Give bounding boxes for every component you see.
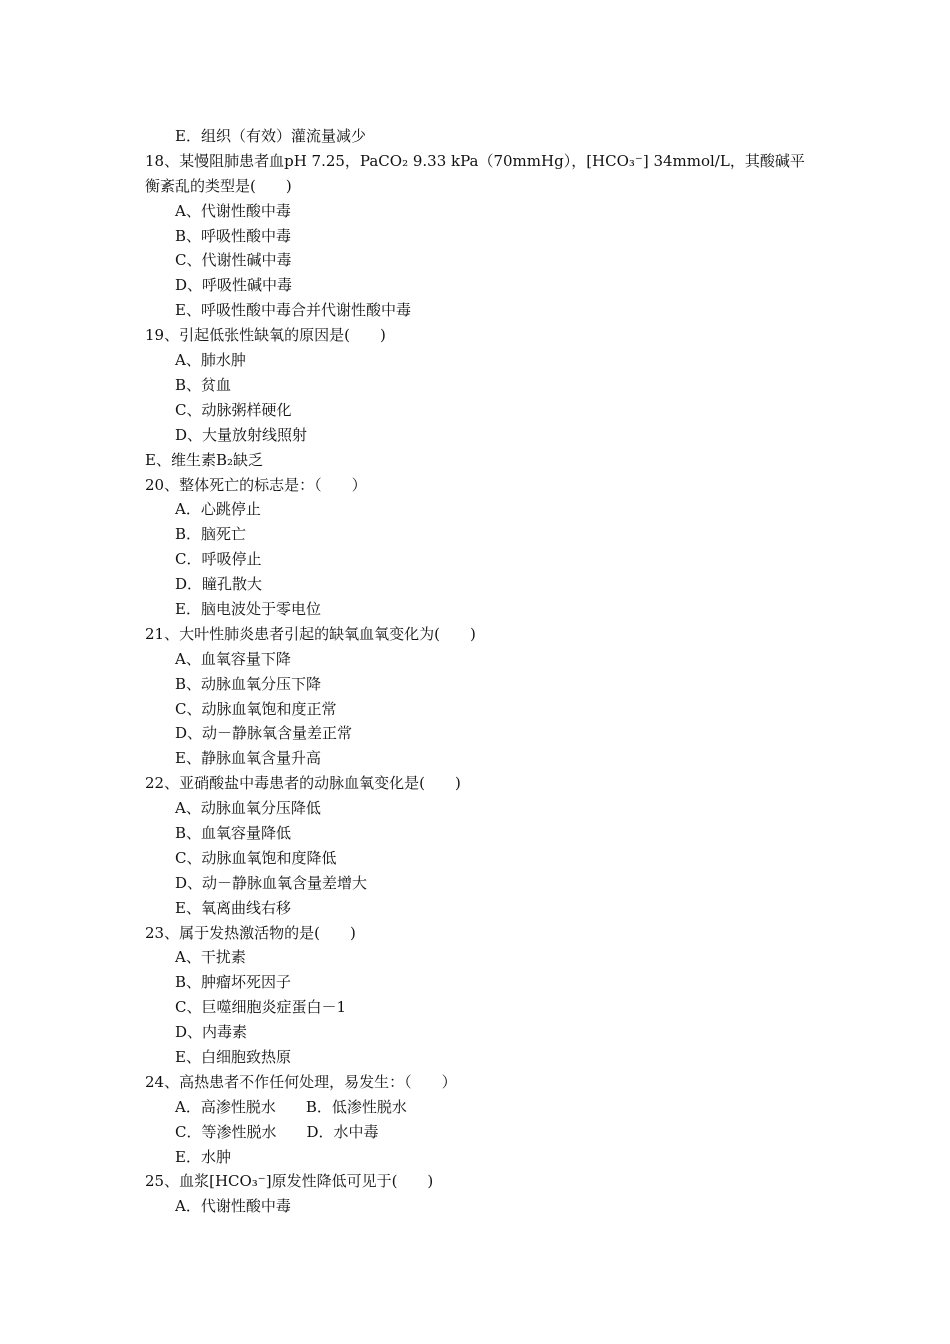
answer-option: C、动脉血氧饱和度正常 <box>175 699 337 718</box>
answer-option: E、白细胞致热原 <box>175 1047 291 1066</box>
answer-option: A、干扰素 <box>175 948 246 967</box>
question-stem: 20、整体死亡的标志是：（ ） <box>145 475 367 494</box>
answer-option: E、静脉血氧含量升高 <box>175 749 321 768</box>
answer-option: B、动脉血氧分压下降 <box>175 674 322 693</box>
question-stem: 23、属于发热激活物的是( ) <box>145 923 356 942</box>
answer-option: D、呼吸性碱中毒 <box>175 276 293 295</box>
answer-option-pair <box>145 1095 813 1120</box>
answer-option: E．水肿 <box>175 1147 231 1166</box>
answer-option: E、呼吸性酸中毒合并代谢性酸中毒 <box>175 301 411 320</box>
question-stem: 18、某慢阻肺患者血pH 7.25，PaCO₂ 9.33 kPa（70mmHg），[HCO₃⁻] 34mmol/L，其酸碱平衡紊乱的类型是( ) <box>145 151 805 195</box>
question-stem: 25、血浆[HCO₃⁻]原发性降低可见于( ) <box>145 1172 434 1191</box>
answer-option: D、大量放射线照射 <box>175 425 308 444</box>
answer-option: A、动脉血氧分压降低 <box>175 799 321 818</box>
question-stem: 24、高热患者不作任何处理，易发生：（ ） <box>145 1072 457 1091</box>
question-stem: 19、引起低张性缺氧的原因是( ) <box>145 326 386 345</box>
answer-option: D、动－静脉氧含量差正常 <box>175 724 353 743</box>
answer-option: A．心跳停止 <box>175 500 261 519</box>
answer-option: D、动－静脉血氧含量差增大 <box>175 873 368 892</box>
answer-option: A、血氧容量下降 <box>175 649 291 668</box>
answer-option: B、肿瘤坏死因子 <box>175 973 292 992</box>
question-stem: E、维生素B₂缺乏 <box>145 450 263 469</box>
answer-option: A．代谢性酸中毒 <box>175 1197 291 1216</box>
answer-option: A、代谢性酸中毒 <box>175 201 291 220</box>
answer-option: D、内毒素 <box>175 1023 248 1042</box>
answer-option-pair <box>145 1120 813 1145</box>
answer-option: B、呼吸性酸中毒 <box>175 226 292 245</box>
answer-option: E、氧离曲线右移 <box>175 898 291 917</box>
question-stem: 22、亚硝酸盐中毒患者的动脉血氧变化是( ) <box>145 774 461 793</box>
answer-option: C．等渗性脱水 <box>175 1122 277 1141</box>
answer-option: C、动脉粥样硬化 <box>175 400 292 419</box>
answer-option: B、贫血 <box>175 375 232 394</box>
answer-option: C、代谢性碱中毒 <box>175 251 292 270</box>
answer-option: E．组织（有效）灌流量减少 <box>175 127 366 145</box>
answer-option: D．瞳孔散大 <box>175 575 263 594</box>
answer-option: B．脑死亡 <box>175 525 247 544</box>
answer-option: B．低渗性脱水 <box>305 1097 407 1116</box>
answer-option: A．高渗性脱水 <box>175 1097 276 1116</box>
question-stem: 21、大叶性肺炎患者引起的缺氧血氧变化为( ) <box>145 624 476 643</box>
question-list <box>145 124 813 1219</box>
answer-option: C、动脉血氧饱和度降低 <box>175 848 337 867</box>
answer-option: C．呼吸停止 <box>175 550 262 569</box>
answer-option: E．脑电波处于零电位 <box>175 599 321 618</box>
answer-option: B、血氧容量降低 <box>175 823 292 842</box>
answer-option: D．水中毒 <box>306 1122 379 1141</box>
answer-option: A、肺水肿 <box>175 351 246 370</box>
answer-option: C、巨噬细胞炎症蛋白－1 <box>175 998 347 1017</box>
